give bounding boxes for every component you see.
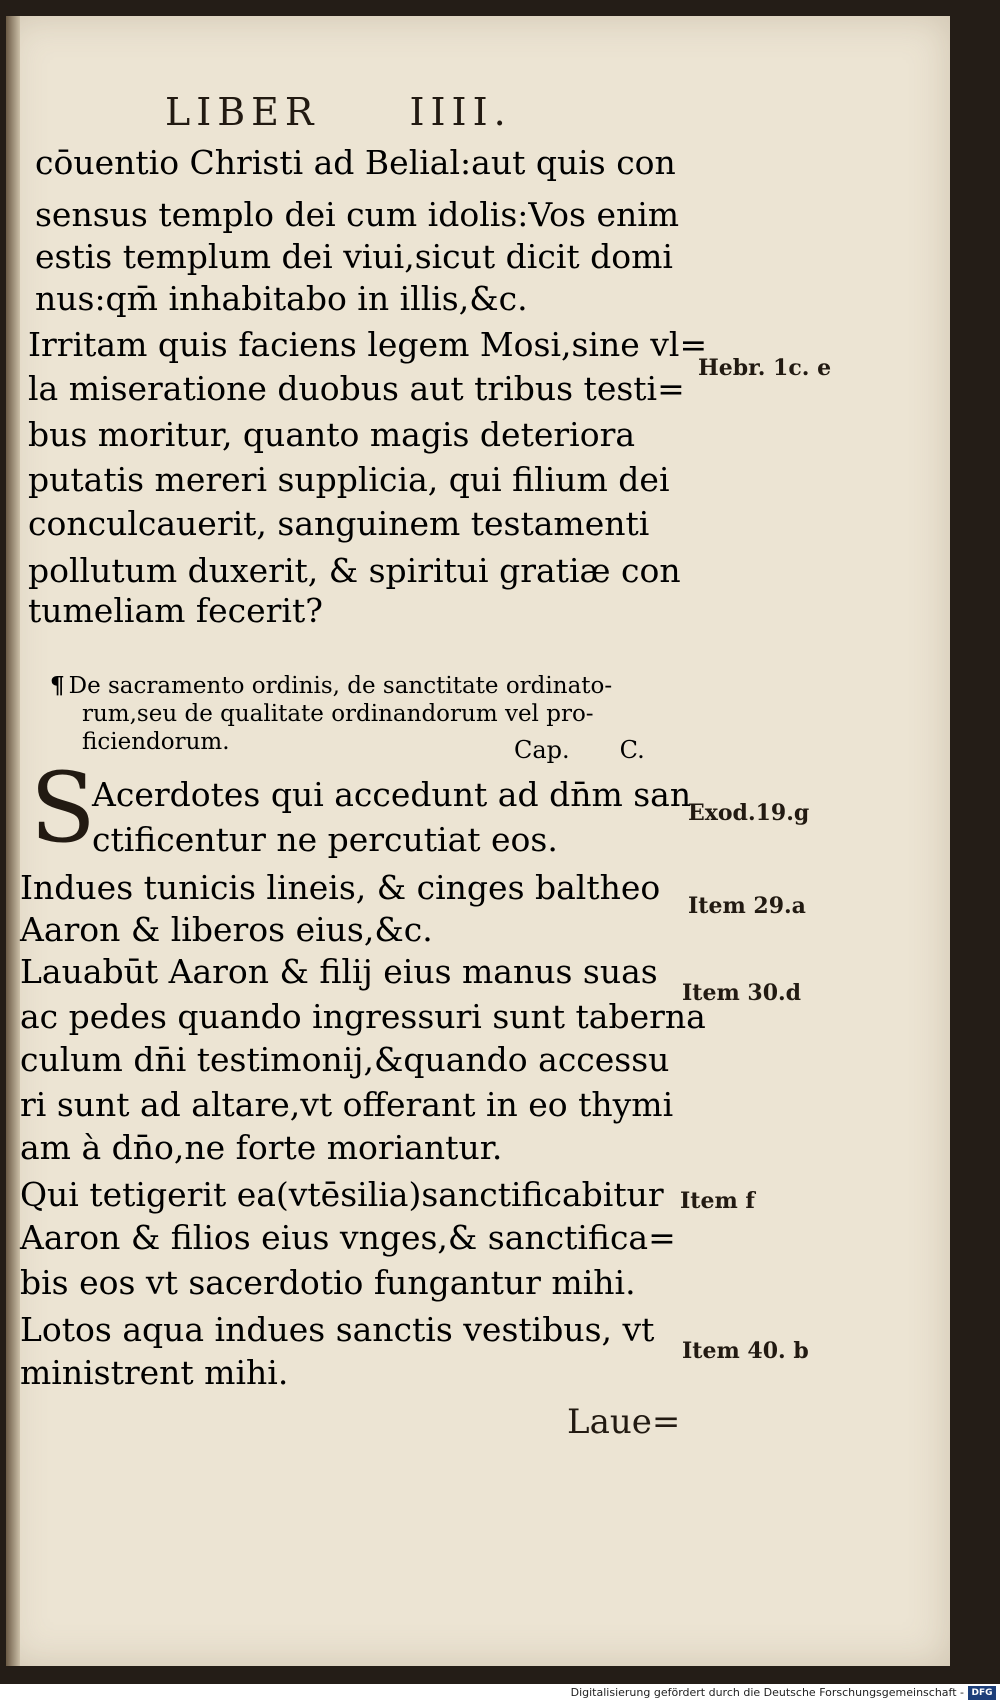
text-line: tumeliam fecerit? — [28, 591, 323, 630]
cap-label: Cap. — [514, 736, 570, 764]
text-line: estis templum dei viui,sicut dicit domi — [35, 237, 673, 276]
catchword: Laue= — [567, 1402, 681, 1442]
text-line: la miseratione duobus aut tribus testi= — [28, 369, 685, 408]
text-line: ri sunt ad altare,vt offerant in eo thymi — [20, 1085, 674, 1124]
marginal-note: Item f — [680, 1188, 755, 1214]
running-head-left: LIBER — [165, 90, 320, 134]
text-line: Lotos aqua indues sanctis vestibus, vt — [20, 1310, 655, 1349]
text-line: culum dn̄i testimonij,&quando accessu — [20, 1040, 670, 1079]
text-line: bis eos vt sacerdotio fungantur mihi. — [20, 1263, 636, 1302]
text-line: Lauabūt Aaron & filij eius manus suas — [20, 952, 658, 991]
marginal-note: Item 30.d — [682, 980, 802, 1006]
text-line: Indues tunicis lineis, & cinges baltheo — [20, 868, 661, 907]
text-line: pollutum duxerit, & spiritui gratiæ con — [28, 551, 681, 590]
chapter-number — [514, 736, 645, 764]
heading-line: rum,seu de qualitate ordinandorum vel pro- — [82, 701, 594, 727]
text-line: putatis mereri supplicia, qui filium dei — [28, 460, 670, 499]
marginal-note: Item 40. b — [682, 1338, 809, 1364]
text-line: conculcauerit, sanguinem testamenti — [28, 504, 650, 543]
pilcrow-mark: ¶ — [50, 672, 65, 699]
text-line: nus:qm̄ inhabitabo in illis,&c. — [35, 279, 528, 318]
text-line: cōuentio Christi ad Belial:aut quis con — [35, 143, 676, 182]
text-line: ctificentur ne percutiat eos. — [92, 820, 558, 859]
text-line: Aaron & filios eius vnges,& sanctifica= — [20, 1218, 676, 1257]
heading-line: ficiendorum. — [82, 729, 230, 755]
text-line: am à dn̄o,ne forte moriantur. — [20, 1128, 503, 1167]
text-line: sensus templo dei cum idolis:Vos enim — [35, 195, 680, 234]
heading-line-text: De sacramento ordinis, de sanctitate ordinato- — [68, 673, 613, 699]
text-line: Aaron & liberos eius,&c. — [20, 910, 433, 949]
page-gutter — [6, 16, 20, 1666]
cap-number: C. — [619, 736, 645, 764]
text-line: Acerdotes qui accedunt ad dn̄m san — [92, 775, 692, 814]
text-line: bus moritur, quanto magis deteriora — [28, 415, 636, 454]
marginal-note: Hebr. 1c. e — [698, 355, 832, 381]
marginal-note: Item 29.a — [688, 893, 806, 919]
running-head-right: IIII. — [409, 90, 512, 134]
marginal-note: Exod.19.g — [688, 800, 810, 826]
text-line: ministrent mihi. — [20, 1353, 289, 1392]
footer-credit: Digitalisierung gefördert durch die Deutsche Forschungsgemeinschaft - — [570, 1686, 964, 1699]
heading-line — [50, 672, 612, 700]
running-head — [165, 90, 512, 134]
text-line: Irritam quis faciens legem Mosi,sine vl= — [28, 325, 708, 364]
text-line: ac pedes quando ingressuri sunt taberna — [20, 997, 706, 1036]
digitization-footer — [0, 1684, 1000, 1703]
drop-cap-initial: S — [30, 752, 96, 864]
text-line: Qui tetigerit ea(vtēsilia)sanctificabitur — [20, 1175, 664, 1214]
dfg-logo: DFG — [968, 1686, 996, 1700]
